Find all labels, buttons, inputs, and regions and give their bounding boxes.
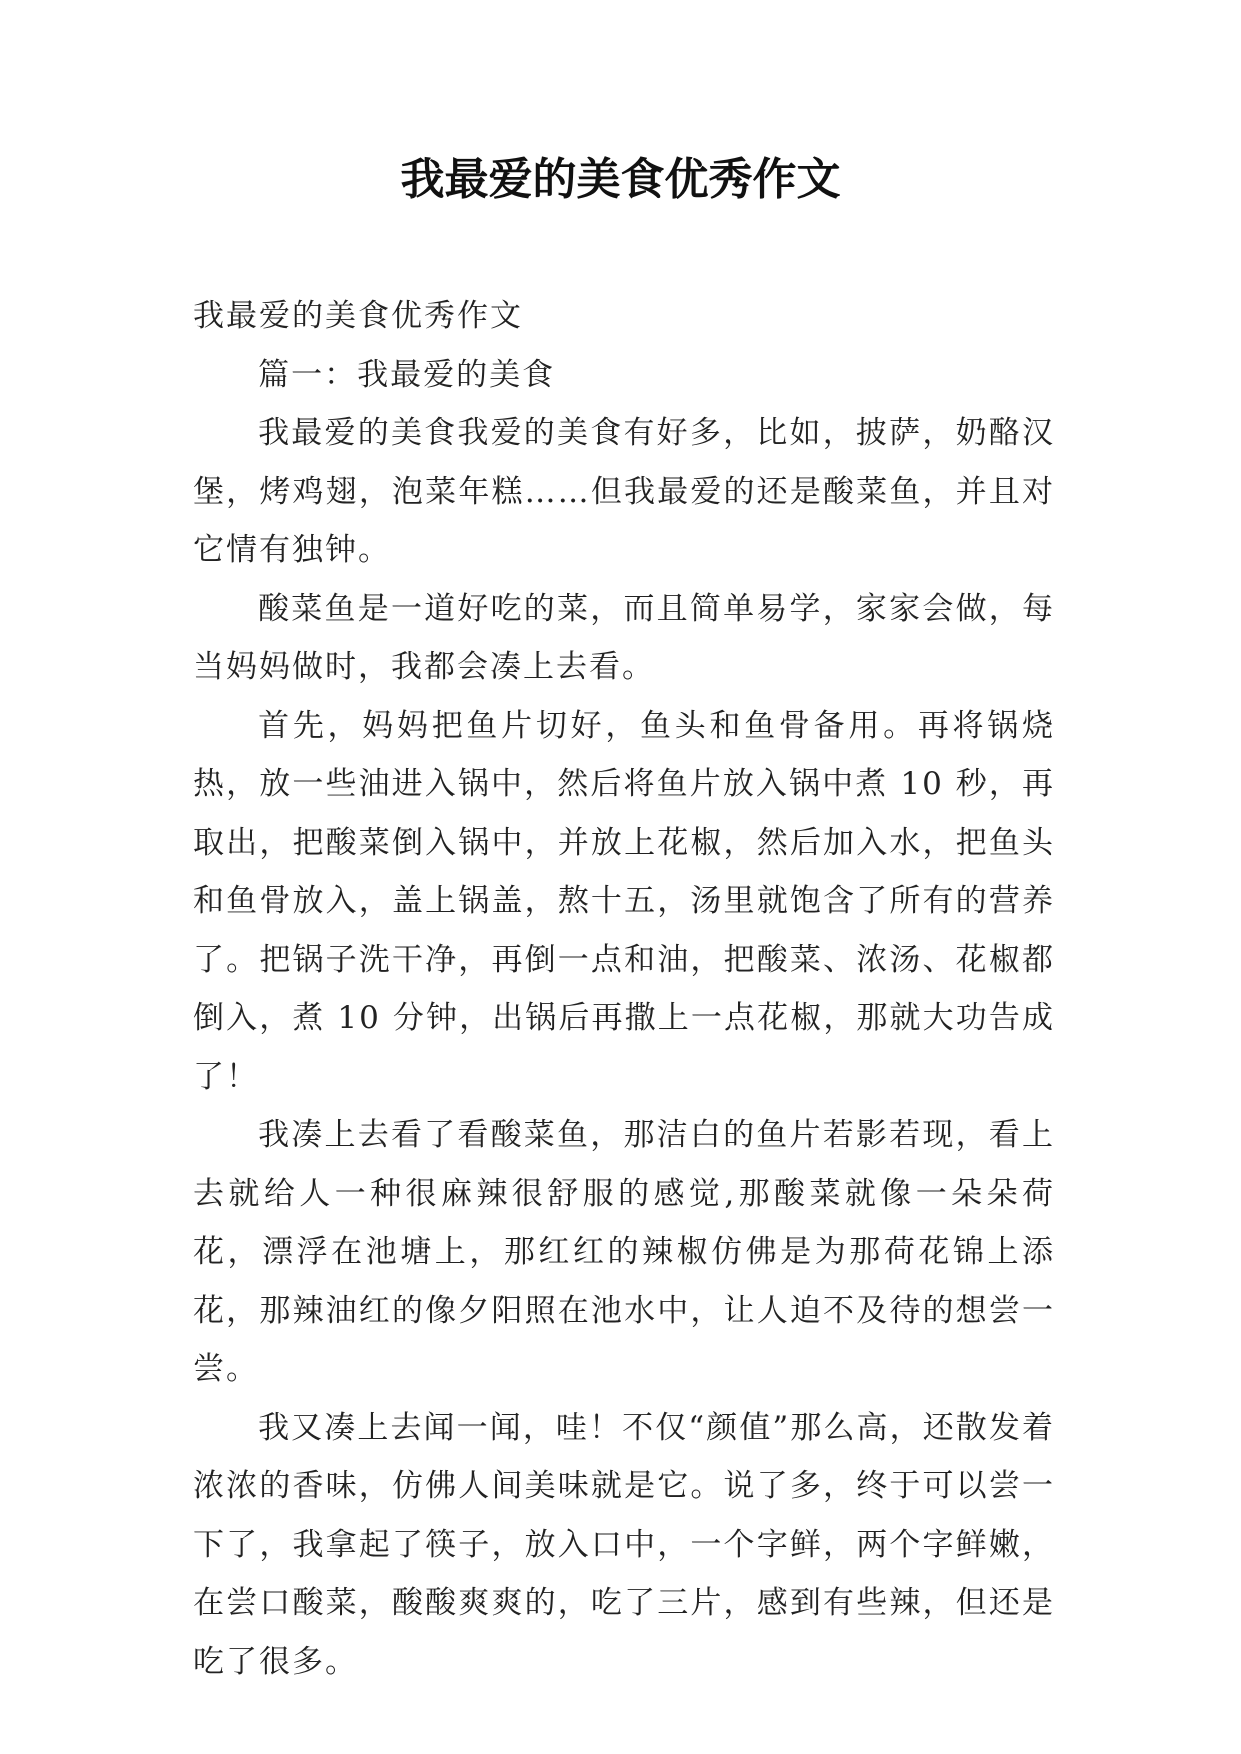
body-paragraph: 首先，妈妈把鱼片切好，鱼头和鱼骨备用。再将锅烧热，放一些油进入锅中，然后将鱼片放入锅中煮 10 秒，再取出，把酸菜倒入锅中，并放上花椒，然后加入水，把鱼头和鱼骨放入，盖上锅盖，熬十五，汤里就饱含了所有的营养了。把锅子洗干净，再倒一点和油，把酸菜、浓汤、花椒都倒入，煮 10 分钟，出锅后再撒上一点花椒，那就大功告成了！ <box>193 707 1055 1095</box>
body-paragraph: 我又凑上去闻一闻，哇！不仅“颜值”那么高，还散发着浓浓的香味，仿佛人间美味就是它。说了多，终于可以尝一下了，我拿起了筷子，放入口中，一个字鲜，两个字鲜嫩，在尝口酸菜，酸酸爽爽的，吃了三片，感到有些辣，但还是吃了很多。 <box>193 1409 1055 1680</box>
document-body <box>193 287 1055 1691</box>
document-title: 我最爱的美食优秀作文 <box>400 154 841 205</box>
body-paragraph: 我凑上去看了看酸菜鱼，那洁白的鱼片若影若现，看上去就给人一种很麻辣很舒服的感觉,那酸菜就像一朵朵荷花，漂浮在池塘上，那红红的辣椒仿佛是为那荷花锦上添花，那辣油红的像夕阳照在池水中，让人迫不及待的想尝一尝。 <box>193 1117 1055 1387</box>
subtitle-paragraph: 我最爱的美食优秀作文 <box>193 298 523 334</box>
body-paragraph: 我最爱的美食我爱的美食有好多，比如，披萨，奶酪汉堡，烤鸡翅，泡菜年糕……但我最爱的还是酸菜鱼，并且对它情有独钟。 <box>193 415 1055 568</box>
section-heading: 篇一：我最爱的美食 <box>258 356 556 393</box>
body-paragraph: 酸菜鱼是一道好吃的菜，而且简单易学，家家会做，每当妈妈做时，我都会凑上去看。 <box>193 590 1055 685</box>
